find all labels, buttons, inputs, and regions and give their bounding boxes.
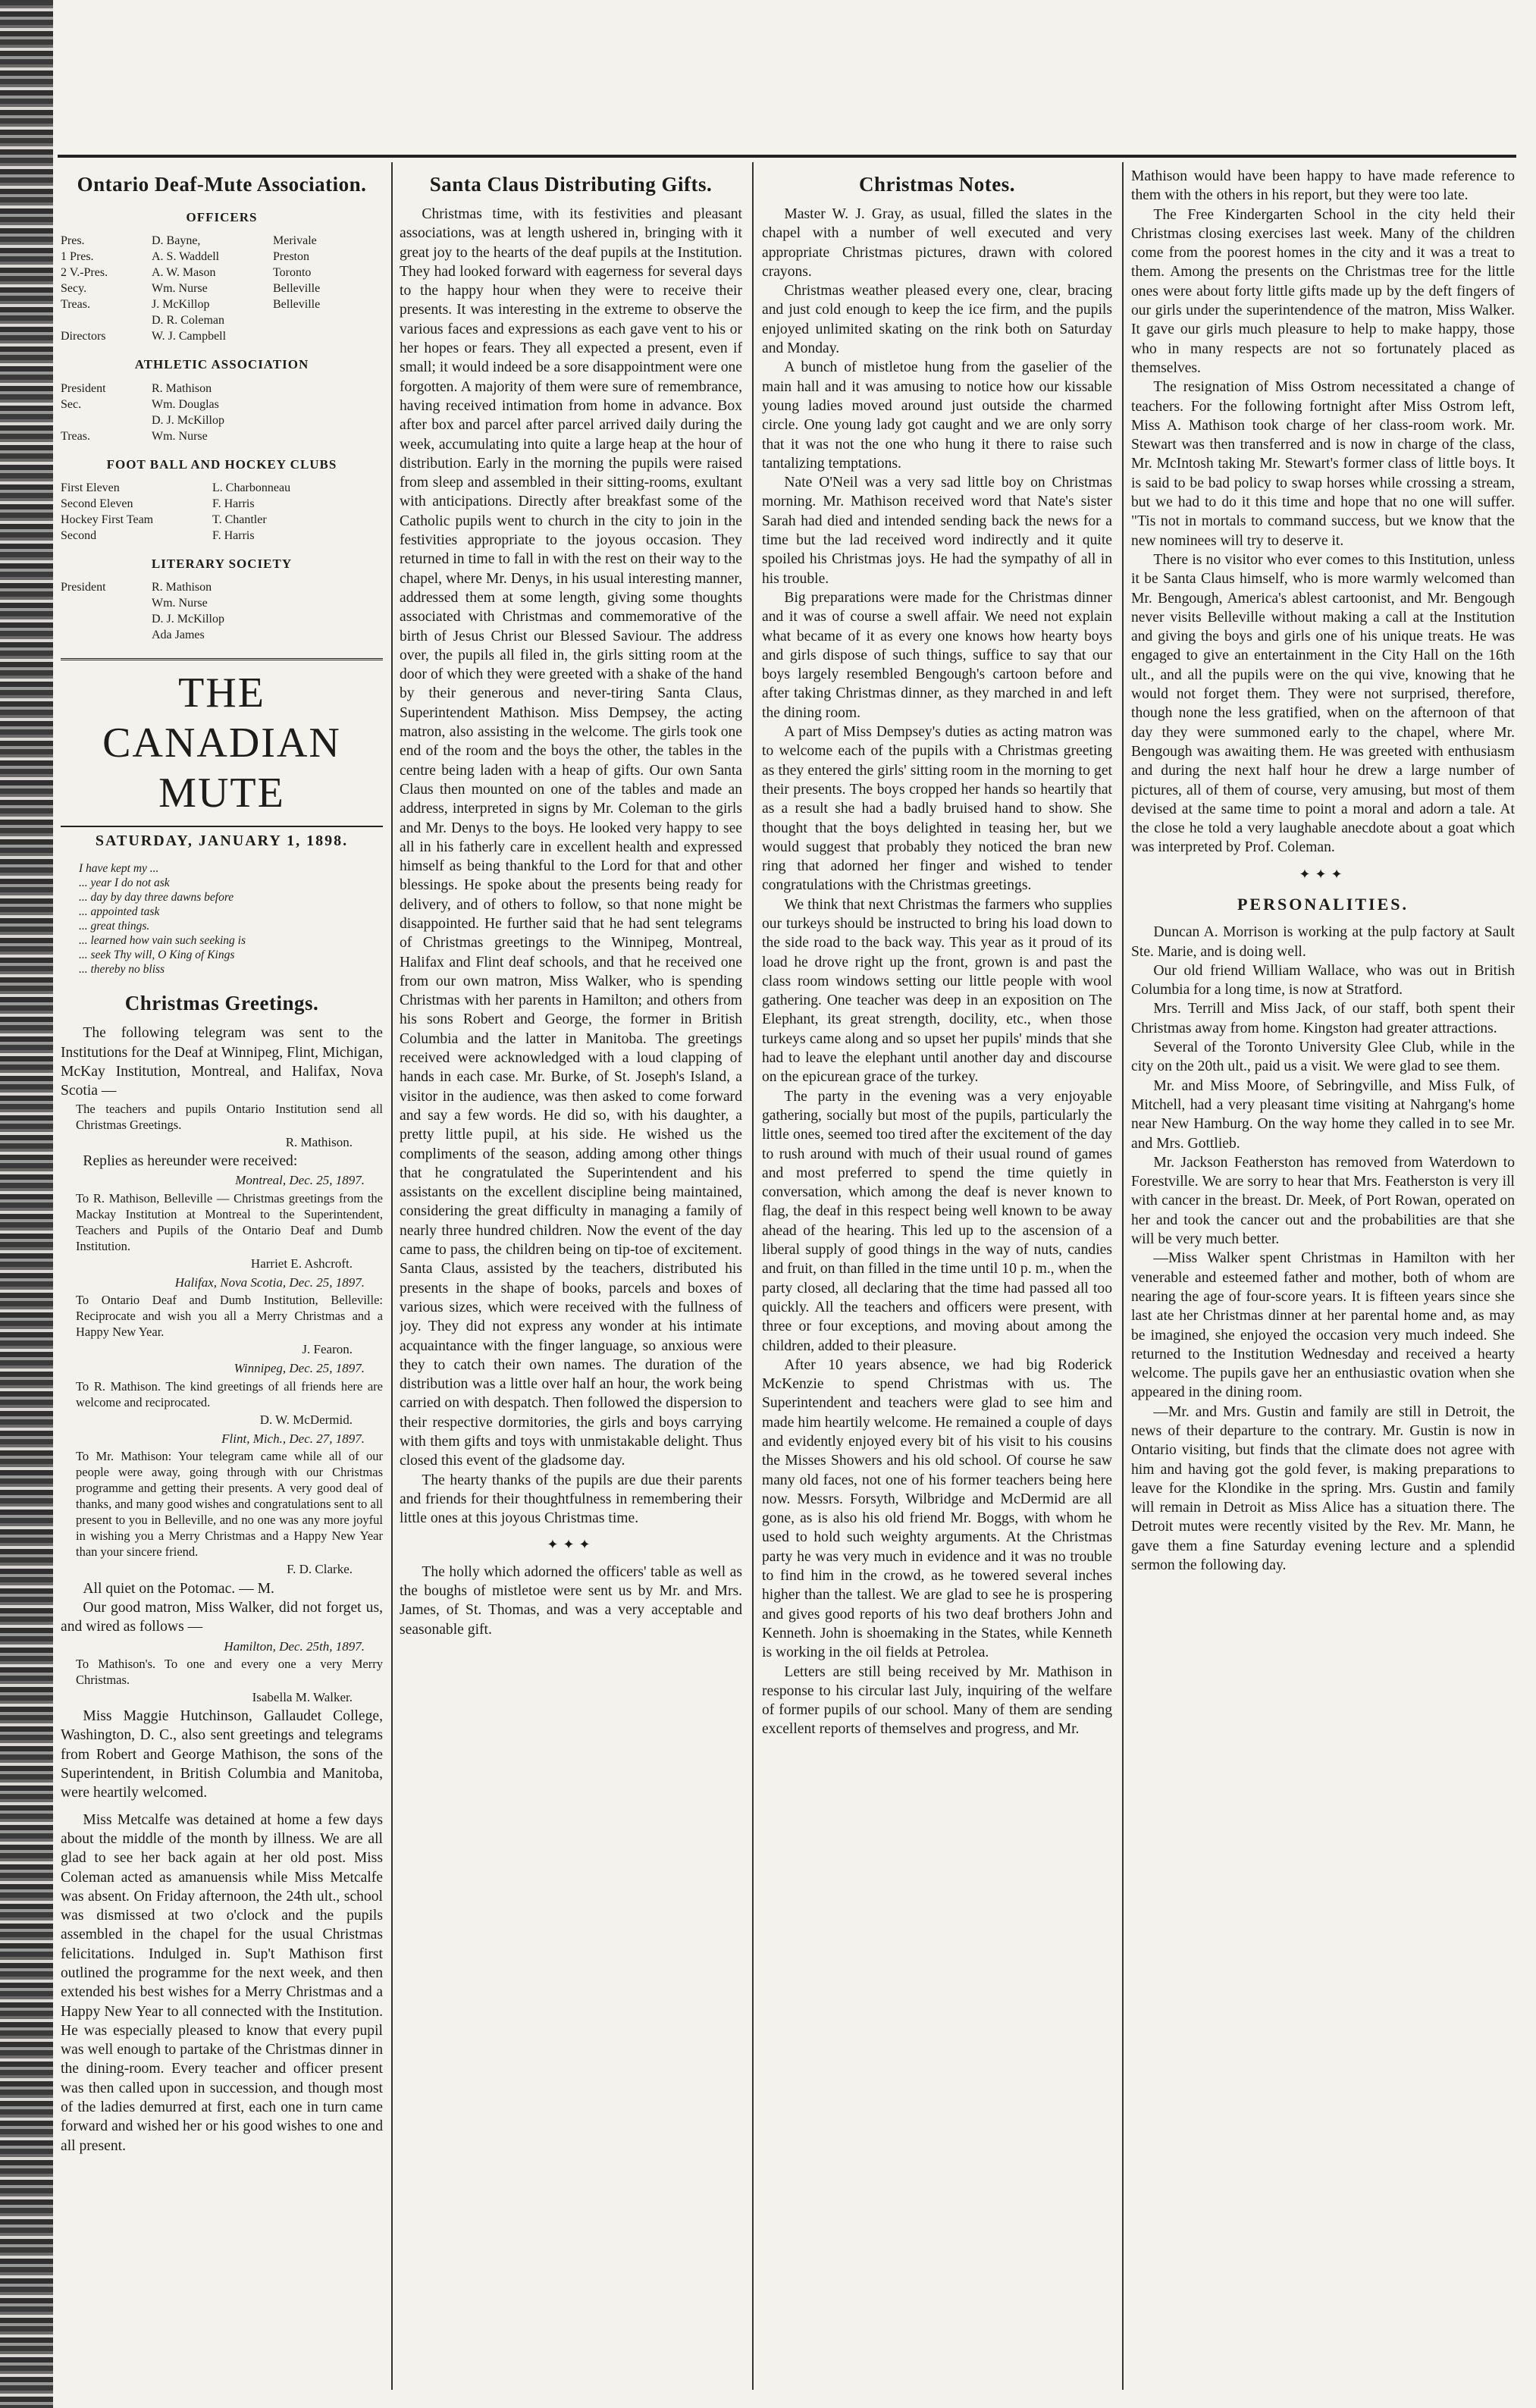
officer-row: 1 Pres. A. S. Waddell Preston (61, 250, 309, 264)
officers-list (61, 233, 383, 344)
personality-item: Mrs. Terrill and Miss Jack, of our staff, both spent their Christmas away from home. Kingston had greater attractions. (1131, 1001, 1515, 1036)
officer-row: Sec. Wm. Douglas (61, 397, 219, 411)
officer-row: Pres. D. Bayne, Merivale (61, 234, 317, 248)
greetings-title: Christmas Greetings. (124, 992, 319, 1015)
officer-row: D. J. McKillop (152, 413, 224, 427)
officer-row: D. R. Coleman (152, 314, 224, 328)
personality-item: Our old friend William Wallace, who was out in British Columbia for a long time, is now at Stratford. (1131, 962, 1515, 999)
telegram: To Mr. Mathison: Your telegram came while all of our people were away, going through with our Christmas programme and getting their presents. A very good deal of thanks, and many good wishes and congratulations sent to all present to you in Belleville, and no one was any more joyful in wishing you a Merry Christmas and a Happy New Year than your sincere friend. (76, 1449, 383, 1560)
column-rule (752, 162, 754, 2390)
top-rule (58, 155, 1516, 158)
football-heading: FOOT BALL AND HOCKEY CLUBS (106, 456, 337, 472)
santa-title: Santa Claus Distributing Gifts. (429, 173, 713, 196)
continued-paragraph: Mathison would have been happy to have made reference to them with the others in his report, but they were too late. (1131, 168, 1515, 204)
poem: I have kept my ... ... year I do not ask ... day by day three dawns before ... appointed task ... great things. ... learned how vain such seeking is ... seek Thy will, O King of Kings ... thereby no bliss (79, 862, 246, 977)
matron-paragraph: Our good matron, Miss Walker, did not forget us, and wired as follows — (61, 1599, 383, 1635)
personalities-title: PERSONALITIES. (1237, 894, 1409, 914)
officer-row: Treas. Wm. Nurse (61, 429, 208, 443)
metcalfe-paragraph: Miss Metcalfe was detained at home a few days about the middle of the month by illness. We are all glad to see her back again at her old post. Miss Coleman acted as amanuensis while Miss Metcalfe was absent. On Friday afternoon, the 24th ult., school was dismissed at two o'clock and the pupils assembled in the chapel for the usual Christmas felicitations. Indulged in. Sup't Mathison first outlined the programme for the next week, and then extended his best wishes for a Merry Christmas and a Happy New Year to all connected with the Institution. He was especially pleased to know that every pupil was well enough to partake of the Christmas dinner in the dining-room. Every teacher and officer present was then called upon in succession, and though most of the ladies demurred at first, each one in turn came forward and wished her or his good wishes to one and all present. (61, 1811, 383, 2154)
greetings-intro: The following telegram was sent to the Institutions for the Deaf at Winnipeg, Flint, Michigan, McKay Institution, Montreal, and Halifax, Nova Scotia — (61, 1025, 383, 1099)
officer-row: President R. Mathison (61, 381, 212, 395)
officer-row: Treas. J. McKillop Belleville (61, 298, 321, 312)
notes-paragraph: We think that next Christmas the farmers who supplies our turkeys should be instructed to bring his load down to the side road to the back way. This year as it proud of its load he drove right up the front, grown is and past the class room windows setting our little people with wool gathering. One teacher was deep in an exposition on The Elephant, its great strength, docility, etc., when those turkeys came along and so upset her pupils' minds that she had to leave the elephant until another day and discourse on the epicurean grace of the turkey. (762, 896, 1112, 1086)
replies-intro: Replies as hereunder were received: (83, 1152, 298, 1169)
notes-paragraph: A bunch of mistletoe hung from the gaselier of the main hall and it was amusing to notice how our kissable young ladies moved around just outside the charmed circle. One young lady got caught and we are only sorry that it was not the one who hung it there to raise such tantalizing temptations. (762, 359, 1112, 472)
column-rule (1122, 162, 1124, 2390)
dateline-place: Hamilton, Dec. 25th, 1897. (224, 1638, 365, 1654)
bengough-paragraph: There is no visitor who ever comes to this Institution, unless it be Santa Claus himself, who is more warmly welcomed than Mr. Bengough, America's ablest cartoonist, and Mr. Bengough never visits Belleville without making a call at the Institution and giving the boys and girls one of his unique treats. He was engaged to give an entertainment in the City Hall on the 16th ult., and all the pupils were on the qui vive, knowing that he would not forget them. They were not surprised, therefore, though none the less gratified, when on the afternoon of that day they were summoned early to the chapel, where Mr. Bengough was awaiting them. He was greeted with enthusiasm and during the next half hour he drew a large number of pictures, all of them of course, very amusing, but most of them devised at the same time to point a moral and adorn a tale. At the close he told a very laughable anecdote about a goat which was interpreted by Prof. Coleman. (1131, 551, 1515, 856)
officer-row: Directors W. J. Campbell (61, 330, 227, 343)
notes-title: Christmas Notes. (859, 173, 1015, 196)
potomac-line: All quiet on the Potomac. — M. (83, 1580, 274, 1597)
dateline-place: Flint, Mich., Dec. 27, 1897. (221, 1431, 365, 1447)
officer-row: Secy. Wm. Nurse Belleville (61, 282, 321, 296)
football-list (61, 480, 383, 544)
dateline-place: Montreal, Dec. 25, 1897. (235, 1173, 365, 1188)
notes-paragraph: Master W. J. Gray, as usual, filled the slates in the chapel with a number of well executed and very appropriate Christmas pictures, drawn with colored crayons. (762, 206, 1112, 280)
signature: F. D. Clarke. (287, 1562, 353, 1577)
masthead-title: THE CANADIAN MUTE (61, 658, 383, 827)
personality-item: —Miss Walker spent Christmas in Hamilton with her venerable and esteemed father and mother, both of whom are nearing the age of four-score years. It is fifteen years since she last ate her Christmas dinner at her parental home and, as may be imagined, she enjoyed the occasion very much indeed. She returned to the Institution Wednesday and received a hearty welcome. The pupils gave her an enthusiastic ovation when she appeared in the dining room. (1131, 1250, 1515, 1401)
dateline-place: Winnipeg, Dec. 25, 1897. (234, 1361, 365, 1376)
officer-row: First Eleven L. Charbonneau (61, 481, 291, 494)
signature: D. W. McDermid. (259, 1412, 353, 1427)
santa-paragraph: The holly which adorned the officers' table as well as the boughs of mistletoe were sent us by Mr. and Mrs. James, of St. Thomas, and was a very acceptable and seasonable gift. (400, 1563, 742, 1638)
resignation-paragraph: The resignation of Miss Ostrom necessitated a change of teachers. For the following fortnight after Miss Ostrom left, Miss A. Mathison took charge of her class-room work. Mr. Stewart was then transferred and is now in charge of the class, Mr. McIntosh taking Mr. Stewart's former class of little boys. It is said to be bad policy to swap horses while crossing a stream, but we had to do it this time and hope that no one will suffer. "Tis not in mortals to command success, but we know that the new nominees will try to deserve it. (1131, 379, 1515, 549)
kindergarten-paragraph: The Free Kindergarten School in the city held their Christmas closing exercises last week. Many of the children come from the poorest homes in the city and it was a treat to them. Among the presents on the Christmas tree for the little ones were about forty little gifts made up by the deft fingers of our girls under the superintendence of the matron, Miss Walker. It gave our girls much pleasure to help to make happy, those who in many respects are not so fortunately placed as themselves. (1131, 206, 1515, 376)
personality-item: —Mr. and Mrs. Gustin and family are still in Detroit, the news of their departure to the contrary. Mr. Gustin is now in Ontario visiting, but finds that the climate does not agree with him and having got the gold fever, is making preparations to leave for the Klondike in the spring. Mrs. Gustin and family will remain in Detroit as Miss Alice has a situation there. The Detroit mutes were recently visited by the Rev. Mr. Mann, he gave them a fine Saturday evening lecture and a splendid sermon the following day. (1131, 1403, 1515, 1574)
athletic-list (61, 381, 383, 444)
newspaper-page (53, 0, 1536, 2408)
notes-paragraph: Nate O'Neil was a very sad little boy on Christmas morning. Mr. Mathison received word that Nate's sister Sarah had died and intended sending back the news for a time but the lad received word indirectly and it quite spoiled his Christmas joys. He had the sympathy of all in his trouble. (762, 475, 1112, 587)
association-title: Ontario Deaf-Mute Association. (77, 173, 367, 196)
officer-row: Second Eleven F. Harris (61, 497, 255, 510)
officer-row: Wm. Nurse (152, 597, 208, 610)
officers-heading: OFFICERS (186, 210, 258, 224)
notes-paragraph: Letters are still being received by Mr. Mathison in response to his circular last July, inquiring of the welfare of former pupils of our school. Many of them are sending excellent reports of themselves and progress, and Mr. (762, 1663, 1112, 1738)
separator-ornament: ✦✦✦ (1299, 866, 1347, 882)
telegram: The teachers and pupils Ontario Institution send all Christmas Greetings. (76, 1101, 383, 1132)
notes-paragraph: A part of Miss Dempsey's duties as acting matron was to welcome each of the pupils with a Christmas greeting as they entered the girls' sitting room in the morning to get their presents. The boys cropped her hands so heartily that as a result she had a badly bruised hand to show. She thought that the boys delighted in teasing her, but we would suggest that probably they noticed the bran new ring that adorned her finger and wished to tender congratulations with the Christmas greetings. (762, 724, 1112, 894)
signature: J. Fearon. (302, 1342, 353, 1357)
literary-heading: LITERARY SOCIETY (151, 556, 293, 571)
santa-paragraph: The hearty thanks of the pupils are due their parents and friends for their thoughtfulness in remembering their little ones at this joyous Christmas time. (400, 1472, 742, 1527)
officer-row: Second F. Harris (61, 528, 255, 542)
separator-ornament: ✦✦✦ (547, 1537, 595, 1553)
athletic-heading: ATHLETIC ASSOCIATION (134, 357, 309, 372)
officer-row: Hockey First Team T. Chantler (61, 513, 267, 526)
notes-paragraph: The party in the evening was a very enjoyable gathering, socially but most of the pupils, particularly the little ones, seemed too tired after the excitement of the day to rush around with much of their usual round of games and most preferred to spend the time quietly in conversation, which among the deaf is never known to flag, the deaf in this respect being well known to be away ahead of the hearing. This led up to the ascension of a liberal supply of good things in the way of nuts, candies and fruit, on than filled in the time until 10 p. m., when the party closed, all declaring that the time had passed all too quickly. All the teachers and officers were present, with three or four exceptions, and moving about among the children, added to their pleasure. (762, 1088, 1112, 1354)
personality-item: Several of the Toronto University Glee Club, while in the city on the 20th ult., paid us a visit. We were glad to see them. (1131, 1039, 1515, 1075)
officer-row: 2 V.-Pres. A. W. Mason Toronto (61, 266, 312, 280)
personality-item: Mr. and Miss Moore, of Sebringville, and Miss Fulk, of Mitchell, had a very pleasant time visiting at Nahrgang's home near New Hamburg. On the way home they called in to see Mr. and Mrs. Gottlieb. (1131, 1077, 1515, 1152)
santa-paragraph: Christmas time, with its festivities and pleasant associations, was at length ushered in, bringing with it great joy to the hearts of the deaf pupils at the Institution. They had looked forward with eagerness for several days to the happy hour when they were to receive their presents. It was interesting in the extreme to observe the various faces and expressions as each gave vent to his or her hopes or fears. They all expected a present, even if small; it would indeed be a sore disappointment were one forgotten. A majority of them were sure of remembrance, having received intimation from home in advance. Box after box and parcel after parcel arrived daily during the week, accumulating into quite a large heap at the hour of distribution. Early in the morning the pupils were raised from sleep and assembled in their sitting-rooms, exultant with anticipations. Directly after breakfast some of the Catholic pupils went to church in the city to join in the festivities appropriate to the joyous occasion. They returned in time to fall in with the rest on their way to the chapel, where Mr. Denys, in his usual interesting manner, addressed them at some length, giving some thoughts associated with Christmas and commemorative of the birth of Jesus Christ our Blessed Saviour. The address over, the pupils all filed in, the girls sitting room at the door of which they were greeted with a shake of the hand by their generous and never-tiring Santa Claus, Superintendent Mathison. Miss Dempsey, the acting matron, also assisting in the welcome. The girls took one end of the room and the boys the other, the tables in the centre being laden with a heap of gifts. Our own Santa Claus then mounted on one of the tables and made an address, interpreted in signs by Mr. Coleman to the girls and Mr. Denys to the boys. He looked very happy to see all in his fatherly care in excellent health and expressed himself as being thankful to the Lord for that and other blessings. He spoke about the presents being ready for delivery, and of others to follow, so that none might be disappointed. He further said that he had sent telegrams of Christmas greetings to the Winnipeg, Montreal, Halifax and Flint deaf schools, and that he received one from our own matron, Miss Walker, who is spending Christmas with her parents in Hamilton; and others from his sons Robert and George, the former in British Columbia and the latter in Manitoba. The greetings received were acknowledged with a loud clapping of hands in each case. Mr. Burke, of St. Joseph's Island, a visitor in the audience, was then asked to come forward and say a few words. He did so, with his daughter, a pretty little pupil, at his side. He wished us the compliments of the season, adding among other things that he congratulated the Superintendent and his assistants on the excellent discipline being maintained, considering the great difficulty in managing a family of nearly three hundred children. Now the event of the day came to pass, the children being on tip-toe of excitement. Santa Claus, assisted by the teachers, distributed his presents in the shape of books, parcels and boxes of various sizes, which were received with the fullness of joy. They did not express any wonder at his intimate acquaintance with the finger language, so anxious were they to catch their own names. The duration of the distribution was a little over half an hour, the work being carried on with despatch. Then followed the dispersion to their respective dormitories, the girls and boys carrying with them gifts and toys with unmistakable delight. Thus closed this event of the gladsome day. (400, 206, 742, 1469)
personality-item: Duncan A. Morrison is working at the pulp factory at Sault Ste. Marie, and is doing well. (1131, 924, 1515, 960)
signature: Isabella M. Walker. (252, 1689, 353, 1704)
dateline-place: Halifax, Nova Scotia, Dec. 25, 1897. (174, 1275, 365, 1290)
notes-paragraph: After 10 years absence, we had big Roderick McKenzie to spend Christmas with us. The Superintendent and teachers were glad to see him and made him heartily welcome. He remained a couple of days and evidently enjoyed every bit of his visit to his cousins the Misses Showers and his old school. Of course he saw many old faces, not one of his former teachers being here now. Messrs. Forsyth, Wilbridge and McDermid are all gone, as is also his old friend Mr. Boggs, with whom he used to hold such weighty arguments. At the Christmas party he was very much in evidence and it was no trouble to find him in the crowd, as he towered several inches higher than the tallest. We are glad to see he is prospering and gives good reports of his two deaf brothers John and Kenneth. John is shoemaking in the States, while Kenneth is working in the oil fields at Petrolea. (762, 1356, 1112, 1661)
literary-list (61, 579, 383, 643)
telegram: To Mathison's. To one and every one a very Merry Christmas. (76, 1656, 383, 1687)
column-1 (61, 167, 383, 2393)
notes-paragraph: Big preparations were made for the Christmas dinner and it was of course a swell affair. We need not explain what became of it as every one knows how hearty boys and girls dispose of such things, suffice to say that our boys largely resembled Bengough's cartoon before and after taking Christmas dinner, as they marched in and left the dining room. (762, 589, 1112, 721)
column-2 (400, 167, 742, 2393)
signature: Harriet E. Ashcroft. (250, 1256, 353, 1271)
telegram: To Ontario Deaf and Dumb Institution, Belleville: Reciprocate and wish you all a Merry Christmas and a Happy New Year. (76, 1293, 383, 1340)
hutchinson-paragraph: Miss Maggie Hutchinson, Gallaudet College, Washington, D. C., also sent greetings and telegrams from Robert and George Mathison, the sons of the Superintendent, in British Columbia and Manitoba, were heartily welcomed. (61, 1708, 383, 1801)
notes-paragraph: Christmas weather pleased every one, clear, bracing and just cold enough to keep the ice firm, and the pupils enjoyed unlimited skating on the rink both on Saturday and Monday. (762, 283, 1112, 357)
telegram: To R. Mathison. The kind greetings of all friends here are welcome and reciprocated. (76, 1378, 383, 1409)
personality-item: Mr. Jackson Featherston has removed from Waterdown to Forestville. We are sorry to hear that Mrs. Featherston is very ill with cancer in the breast. Dr. Meek, of Port Rowan, operated on her and took the cancer out and the probabilities are that she will be very much better. (1131, 1154, 1515, 1248)
column-4 (1131, 167, 1515, 2393)
officer-row: Ada James (152, 629, 205, 642)
scan-binding-edge (0, 0, 53, 2408)
masthead-date: SATURDAY, JANUARY 1, 1898. (95, 832, 349, 850)
officer-row: President R. Mathison (61, 581, 212, 594)
signature: R. Mathison. (285, 1134, 353, 1149)
officer-row: D. J. McKillop (152, 613, 224, 626)
column-3 (762, 167, 1112, 2393)
column-rule (391, 162, 393, 2390)
telegram: To R. Mathison, Belleville — Christmas greetings from the Mackay Institution at Montreal to the Superintendent, Teachers and Pupils of the Ontario Deaf and Dumb Institution. (76, 1190, 383, 1253)
